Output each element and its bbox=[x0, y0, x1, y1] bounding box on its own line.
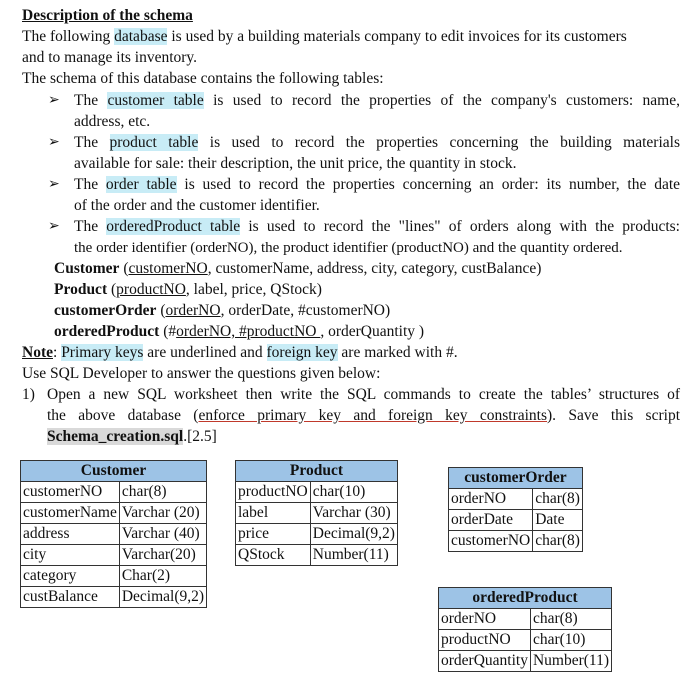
table-row: orderDate Date bbox=[449, 510, 583, 531]
bullet-customer: The customer table is used to record the properties of the company's customers: name, bbox=[74, 92, 680, 109]
question-number: 1) bbox=[22, 386, 35, 403]
table-title: Customer bbox=[21, 461, 207, 482]
instruction-line: Use SQL Developer to answer the questions given below: bbox=[22, 365, 381, 382]
question-line-3: Schema_creation.sql.[2.5] bbox=[47, 428, 217, 445]
section-heading: Description of the schema bbox=[22, 7, 193, 24]
table-row: address Varchar (40) bbox=[21, 524, 207, 545]
table-row: customerNO char(8) bbox=[21, 482, 207, 503]
customerorder-table bbox=[448, 467, 583, 552]
bullet-order-cont: of the order and the customer identifier. bbox=[74, 197, 320, 214]
schema-product: Product (productNO, label, price, QStock) bbox=[54, 281, 322, 298]
question-line-1: Open a new SQL worksheet then write the SQL commands to create the tables’ structures of bbox=[47, 386, 680, 403]
table-row: QStock Number(11) bbox=[236, 545, 398, 566]
bullet-product: The product table is used to record the properties concerning the building materials bbox=[74, 134, 680, 151]
table-row: productNO char(10) bbox=[439, 630, 612, 651]
customer-table bbox=[20, 460, 207, 608]
table-row: customerName Varchar (20) bbox=[21, 503, 207, 524]
table-row: orderNO char(8) bbox=[449, 489, 583, 510]
bullet-arrow-icon: ➢ bbox=[48, 177, 60, 192]
table-row: orderNO char(8) bbox=[439, 609, 612, 630]
table-title: customerOrder bbox=[449, 468, 583, 489]
question-line-2: the above database (enforce primary key and foreign key constraints). Save this script bbox=[47, 407, 680, 424]
bullet-orderedproduct: The orderedProduct table is used to record the "lines" of orders along with the products: bbox=[74, 218, 680, 235]
table-row: label Varchar (30) bbox=[236, 503, 398, 524]
table-row: price Decimal(9,2) bbox=[236, 524, 398, 545]
bullet-arrow-icon: ➢ bbox=[48, 219, 60, 234]
table-row: city Varchar(20) bbox=[21, 545, 207, 566]
bullet-order: The order table is used to record the properties concerning an order: its number, the date bbox=[74, 176, 681, 193]
table-row: productNO char(10) bbox=[236, 482, 398, 503]
intro-line-3: The schema of this database contains the following tables: bbox=[22, 70, 384, 87]
bullet-arrow-icon: ➢ bbox=[48, 93, 60, 108]
table-title: Product bbox=[236, 461, 398, 482]
orderedproduct-table bbox=[438, 587, 612, 672]
product-table bbox=[235, 460, 398, 566]
table-row: customerNO char(8) bbox=[449, 531, 583, 552]
intro-line-1: The following database is used by a building materials company to edit invoices for its customers bbox=[22, 28, 627, 45]
table-title: orderedProduct bbox=[439, 588, 612, 609]
bullet-customer-cont: address, etc. bbox=[74, 113, 151, 130]
note-line: Note: Primary keys are underlined and foreign key are marked with #. bbox=[22, 344, 458, 361]
schema-orderedproduct: orderedProduct (#orderNO, #productNO , orderQuantity ) bbox=[54, 323, 425, 340]
bullet-product-cont: available for sale: their description, the unit price, the quantity in stock. bbox=[74, 155, 517, 172]
bullet-arrow-icon: ➢ bbox=[48, 135, 60, 150]
schema-customerorder: customerOrder (orderNO, orderDate, #customerNO) bbox=[54, 302, 391, 319]
table-row: custBalance Decimal(9,2) bbox=[21, 587, 207, 608]
table-row: orderQuantity Number(11) bbox=[439, 651, 612, 672]
bullet-orderedproduct-cont: the order identifier (orderNO), the product identifier (productNO) and the quantity ordered. bbox=[74, 240, 623, 256]
intro-line-2: and to manage its inventory. bbox=[22, 49, 198, 66]
table-row: category Char(2) bbox=[21, 566, 207, 587]
schema-customer: Customer (customerNO, customerName, address, city, category, custBalance) bbox=[54, 260, 542, 277]
